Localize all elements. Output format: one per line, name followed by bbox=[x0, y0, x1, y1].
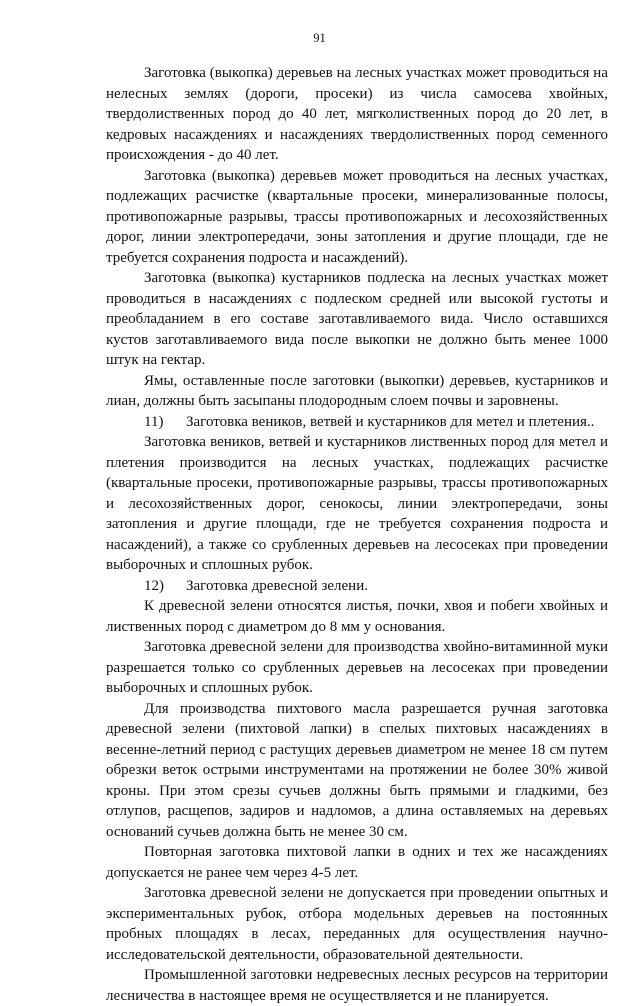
numbered-heading bbox=[106, 576, 608, 597]
paragraph: К древесной зелени относятся листья, почки, хвоя и побеги хвойных и лиственных пород с диаметром до 8 мм у основания. bbox=[106, 598, 608, 635]
paragraph: Заготовка древесной зелени для производства хвойно-витаминной муки разрешается только со срубленных деревьев на лесосеках при проведении выборочных и сплошных рубок. bbox=[106, 639, 608, 696]
paragraph: Повторная заготовка пихтовой лапки в одних и тех же насаждениях допускается не ранее чем через 4-5 лет. bbox=[106, 844, 608, 881]
document-body bbox=[106, 63, 608, 1006]
paragraph: Заготовка веников, ветвей и кустарников лиственных пород для метел и плетения производится на лесных участках, подлежащих расчистке (квартальные просеки, противопожарные разрывы, трассы противопожарных и лесохозяйственных дорог, сенокосы, линии электропередачи, зоны затопления и другие площади, где не требуется сохранения подроста и насаждений), а также со срубленных деревьев на лесосеках при проведении выборочных и сплошных рубок. bbox=[106, 434, 608, 573]
list-number: 12) bbox=[144, 577, 164, 594]
paragraph: Заготовка (выкопка) деревьев на лесных участках может проводиться на нелесных землях (дороги, просеки) из числа самосева хвойных, твердолиственных пород до 40 лет, мягколиственных пород до 20 лет, в кедровых насаждениях и насаждениях твердолиственных пород семенного происхождения - до 40 лет. bbox=[106, 65, 608, 163]
paragraph: Заготовка (выкопка) кустарников подлеска на лесных участках может проводиться в насаждениях с подлеском средней или высокой густоты и преобладанием в его составе заготавливаемого вида. Число оставшихся кустов заготавливаемого вида после выкопки не должно быть менее 1000 штук на гектар. bbox=[106, 270, 608, 368]
page-number: 91 bbox=[313, 31, 326, 45]
paragraph: Заготовка древесной зелени не допускается при проведении опытных и экспериментальных рубок, отбора модельных деревьев на постоянных пробных площадях в лесах, переданных для осуществления научно-исследовательской деятельности, образовательной деятельности. bbox=[106, 885, 608, 963]
heading-text: Заготовка древесной зелени. bbox=[186, 577, 368, 594]
paragraph: Промышленной заготовки недревесных лесных ресурсов на территории лесничества в настоящее время не осуществляется и не планируется. bbox=[106, 967, 608, 1004]
heading-text: Заготовка веников, ветвей и кустарников для метел и плетения.. bbox=[186, 413, 595, 430]
paragraph: Заготовка (выкопка) деревьев может проводиться на лесных участках, подлежащих расчистке (квартальные просеки, минерализованные полосы, противопожарные разрывы, трассы противопожарных и лесохозяйственных дорог, линии электропередачи, зоны затопления и другие площади, где не требуется сохранения подроста и насаждений). bbox=[106, 167, 608, 266]
numbered-heading bbox=[106, 412, 608, 433]
paragraph: Ямы, оставленные после заготовки (выкопки) деревьев, кустарников и лиан, должны быть засыпаны плодородным слоем почвы и заровнены. bbox=[106, 372, 608, 409]
list-number: 11) bbox=[144, 413, 164, 430]
paragraph: Для производства пихтового масла разрешается ручная заготовка древесной зелени (пихтовой лапки) в спелых пихтовых насаждениях в весенне-летний период с растущих деревьев диаметром не менее 18 см путем обрезки веток острыми инструментами на протяжении не более 30% живой кроны. При этом срезы сучьев должны быть прямыми и гладкими, без отлупов, расщепов, задиров и надломов, а длина оставляемых на деревьях оснований сучьев должна быть не менее 30 см. bbox=[106, 700, 608, 840]
